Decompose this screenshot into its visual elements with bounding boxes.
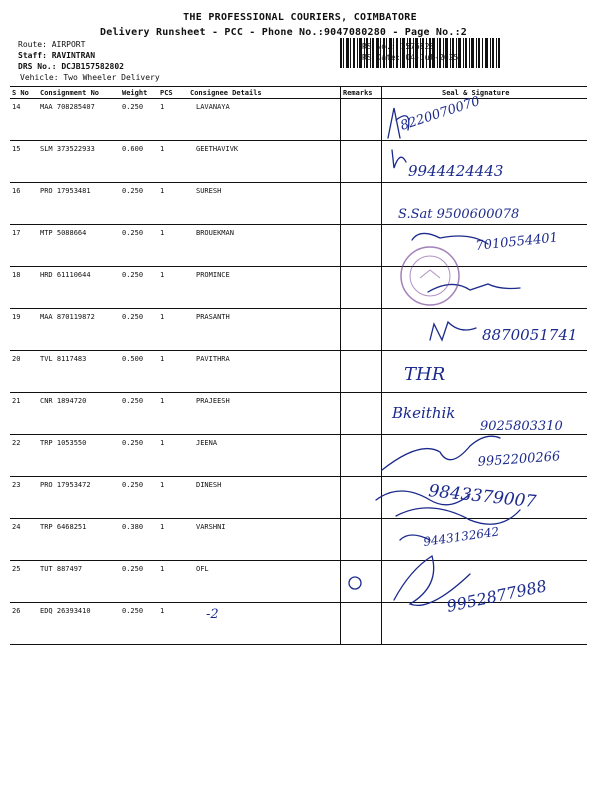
drs-value: DCJB157582802 xyxy=(61,62,124,71)
runsheet-subtitle: Delivery Runsheet - PCC - Phone No.:9047080280 - Page No.:2 xyxy=(100,27,468,38)
cell-consignee xyxy=(188,351,341,393)
cell-consignment xyxy=(38,351,120,393)
cell-weight-text: 0.250 xyxy=(122,187,144,195)
cell-consignee-text: SURESH xyxy=(196,187,222,195)
cell-remarks xyxy=(341,477,382,519)
cell-pcs-text: 1 xyxy=(160,313,165,321)
handwritten-phone-23: 9952200266 xyxy=(477,449,561,470)
cell-weight-text: 0.250 xyxy=(122,313,144,321)
cell-sno-text: 19 xyxy=(12,313,21,321)
cell-consignment xyxy=(38,267,120,309)
cell-consignment-text: MAA 708285407 xyxy=(40,103,95,111)
cell-pcs xyxy=(158,267,188,309)
cell-pcs xyxy=(158,309,188,351)
cell-consignment-text: TRP 6468251 xyxy=(40,523,87,531)
cell-sno-text: 14 xyxy=(12,103,21,111)
cell-consignee-text: JEENA xyxy=(196,439,218,447)
cell-weight xyxy=(120,393,158,435)
cell-consignee xyxy=(188,99,341,141)
cell-weight xyxy=(120,99,158,141)
cell-consignment xyxy=(38,225,120,267)
cell-consignment-text: MAA 870119872 xyxy=(40,313,95,321)
cell-consignee-text: BROUEKMAN xyxy=(196,229,234,237)
cell-weight-text: 0.250 xyxy=(122,229,144,237)
cell-consignment xyxy=(38,519,120,561)
cell-weight-text: 0.250 xyxy=(122,397,144,405)
vehicle-label: Vehicle: Two Wheeler Delivery xyxy=(20,73,160,82)
cell-pcs xyxy=(158,393,188,435)
col-header-consignment: Consignment No xyxy=(38,87,120,99)
cell-pcs-text: 1 xyxy=(160,145,165,153)
cell-consignment xyxy=(38,393,120,435)
cell-consignment-text: MTP 5088664 xyxy=(40,229,87,237)
col-header-weight: Weight xyxy=(120,87,158,99)
cell-sno-text: 24 xyxy=(12,523,21,531)
handwritten-phone-16: S.Sat 9500600078 xyxy=(398,207,520,222)
cell-consignee-text: PRASANTH xyxy=(196,313,230,321)
cell-consignment xyxy=(38,309,120,351)
cell-pcs xyxy=(158,183,188,225)
cell-consignee-text: GEETHAVIVK xyxy=(196,145,239,153)
cell-consignment xyxy=(38,603,120,645)
cell-weight-text: 0.250 xyxy=(122,481,144,489)
cell-sno xyxy=(10,561,38,603)
cell-sno xyxy=(10,393,38,435)
handwritten-phone-24: 9443132642 xyxy=(422,524,501,549)
cell-consignment-text: HRD 61110644 xyxy=(40,271,91,279)
cell-signature xyxy=(382,519,588,561)
cell-consignee-text: DINESH xyxy=(196,481,222,489)
cell-consignment-text: EDQ 26393410 xyxy=(40,607,91,615)
cell-consignee-text: PRAJEESH xyxy=(196,397,230,405)
cell-consignment-text: PRO 17953472 xyxy=(40,481,91,489)
cell-weight xyxy=(120,309,158,351)
cell-signature xyxy=(382,183,588,225)
cell-pcs-text: 1 xyxy=(160,439,165,447)
handwritten-phone-17: 7010554401 xyxy=(474,230,559,254)
cell-signature xyxy=(382,141,588,183)
table-row xyxy=(10,351,587,393)
cell-remarks xyxy=(341,99,382,141)
courier-stamp xyxy=(398,244,462,308)
cell-remarks xyxy=(341,351,382,393)
cell-weight xyxy=(120,519,158,561)
cell-sno-text: 15 xyxy=(12,145,21,153)
handwritten-name-21: Bkeithik xyxy=(392,404,456,422)
cell-sno xyxy=(10,99,38,141)
cell-weight xyxy=(120,141,158,183)
cell-remarks xyxy=(341,435,382,477)
cell-pcs xyxy=(158,141,188,183)
cell-pcs-text: 1 xyxy=(160,103,165,111)
cell-consignee xyxy=(188,141,341,183)
cell-pcs-text: 1 xyxy=(160,523,165,531)
cell-pcs-text: 1 xyxy=(160,481,165,489)
cell-pcs xyxy=(158,519,188,561)
cell-sno-text: 23 xyxy=(12,481,21,489)
cell-signature xyxy=(382,351,588,393)
cell-weight-text: 0.380 xyxy=(122,523,144,531)
cell-pcs-text: 1 xyxy=(160,565,165,573)
route-label: Route: AIRPORT xyxy=(18,40,86,49)
cell-weight-text: 0.250 xyxy=(122,103,144,111)
cell-weight xyxy=(120,435,158,477)
handwritten-initials-20: THR xyxy=(404,364,446,385)
cell-sno xyxy=(10,351,38,393)
cell-sno-text: 22 xyxy=(12,439,21,447)
cell-sno xyxy=(10,183,38,225)
cell-sno xyxy=(10,225,38,267)
cell-pcs-text: 1 xyxy=(160,271,165,279)
cell-weight-text: 0.250 xyxy=(122,565,144,573)
cell-sno xyxy=(10,435,38,477)
cell-consignee xyxy=(188,561,341,603)
cell-pcs xyxy=(158,225,188,267)
col-header-consignee: Consignee Details xyxy=(188,87,341,99)
cell-consignee xyxy=(188,309,341,351)
cell-consignee xyxy=(188,393,341,435)
table-header-row xyxy=(10,87,587,99)
cell-consignee xyxy=(188,435,341,477)
cell-sno-text: 17 xyxy=(12,229,21,237)
cell-consignment-text: SLM 373522933 xyxy=(40,145,95,153)
table-row xyxy=(10,141,587,183)
col-header-pcs: PCS xyxy=(158,87,188,99)
table-row xyxy=(10,519,587,561)
cell-sno xyxy=(10,519,38,561)
cell-pcs-text: 1 xyxy=(160,187,165,195)
cell-consignment xyxy=(38,183,120,225)
cell-weight xyxy=(120,561,158,603)
cell-pcs-text: 1 xyxy=(160,355,165,363)
cell-remarks xyxy=(341,183,382,225)
cell-consignment xyxy=(38,99,120,141)
cell-weight-text: 0.250 xyxy=(122,439,144,447)
cell-weight xyxy=(120,183,158,225)
cell-weight xyxy=(120,477,158,519)
cell-sno xyxy=(10,267,38,309)
cell-sno-text: 25 xyxy=(12,565,21,573)
cell-weight-text: 0.500 xyxy=(122,355,144,363)
cell-remarks xyxy=(341,141,382,183)
cell-consignee xyxy=(188,603,341,645)
cell-consignment xyxy=(38,477,120,519)
cell-signature xyxy=(382,309,588,351)
cell-sno-text: 20 xyxy=(12,355,21,363)
cell-weight xyxy=(120,603,158,645)
cell-consignee xyxy=(188,477,341,519)
cell-pcs xyxy=(158,351,188,393)
rs-number: RS No.: 1575828 xyxy=(362,42,435,51)
cell-weight xyxy=(120,267,158,309)
cell-consignee xyxy=(188,519,341,561)
cell-pcs xyxy=(158,435,188,477)
cell-weight-text: 0.600 xyxy=(122,145,144,153)
cell-consignee xyxy=(188,225,341,267)
cell-sno xyxy=(10,309,38,351)
handwritten-phone-19: 8870051741 xyxy=(482,326,578,344)
cell-sno-text: 26 xyxy=(12,607,21,615)
table-row xyxy=(10,99,587,141)
cell-consignee-text: LAVANAYA xyxy=(196,103,230,111)
cell-consignment-text: TRP 1053550 xyxy=(40,439,87,447)
table-row xyxy=(10,309,587,351)
rs-date: RS Date: 04-Jul-2025 xyxy=(362,53,459,62)
cell-remarks xyxy=(341,603,382,645)
cell-signature xyxy=(382,393,588,435)
staff-label: Staff: RAVINTRAN xyxy=(18,51,96,60)
cell-consignment-text: TUT 887497 xyxy=(40,565,83,573)
runsheet-table xyxy=(10,86,587,645)
company-title: THE PROFESSIONAL COURIERS, COIMBATORE xyxy=(183,12,417,23)
cell-consignment-text: PRO 17953481 xyxy=(40,187,91,195)
cell-weight xyxy=(120,351,158,393)
table-row xyxy=(10,477,587,519)
handwritten-phone-22: 9025803310 xyxy=(480,419,563,434)
cell-remarks xyxy=(341,519,382,561)
cell-sno xyxy=(10,477,38,519)
col-header-sno: S No xyxy=(10,87,38,99)
table-row xyxy=(10,393,587,435)
cell-pcs xyxy=(158,477,188,519)
cell-pcs-text: 1 xyxy=(160,397,165,405)
handwritten-phone-25: 9952877988 xyxy=(444,576,549,616)
col-header-remarks: Remarks xyxy=(341,87,382,99)
handwritten-mark-26: -2 xyxy=(206,607,219,622)
cell-consignee-text: VARSHNI xyxy=(196,523,226,531)
cell-remarks xyxy=(341,225,382,267)
cell-remarks xyxy=(341,267,382,309)
cell-weight-text: 0.250 xyxy=(122,607,144,615)
cell-remarks xyxy=(341,561,382,603)
cell-consignee-text: OFL xyxy=(196,565,209,573)
cell-pcs xyxy=(158,603,188,645)
cell-signature xyxy=(382,603,588,645)
cell-consignment-text: CNR 1894720 xyxy=(40,397,87,405)
cell-sno-text: 21 xyxy=(12,397,21,405)
handwritten-phone-15: 9944424443 xyxy=(408,162,504,180)
cell-pcs-text: 1 xyxy=(160,229,165,237)
cell-consignment xyxy=(38,561,120,603)
cell-consignee xyxy=(188,267,341,309)
cell-signature xyxy=(382,99,588,141)
cell-consignment-text: TVL 8117483 xyxy=(40,355,87,363)
table-row xyxy=(10,561,587,603)
handwritten-phone-14: 8220070070 xyxy=(398,93,482,134)
handwritten-phone-23b: 9843379007 xyxy=(427,481,538,513)
cell-signature xyxy=(382,561,588,603)
cell-pcs-text: 1 xyxy=(160,607,165,615)
table-row xyxy=(10,603,587,645)
cell-sno-text: 16 xyxy=(12,187,21,195)
cell-consignee-text: PROMINCE xyxy=(196,271,230,279)
cell-consignee xyxy=(188,183,341,225)
cell-sno-text: 18 xyxy=(12,271,21,279)
table-row xyxy=(10,435,587,477)
cell-sno xyxy=(10,141,38,183)
drs-number xyxy=(18,62,124,71)
cell-pcs xyxy=(158,561,188,603)
cell-signature xyxy=(382,477,588,519)
cell-consignment xyxy=(38,435,120,477)
cell-consignee-text: PAVITHRA xyxy=(196,355,230,363)
cell-remarks xyxy=(341,309,382,351)
cell-pcs xyxy=(158,99,188,141)
col-header-signature: Seal & Signature xyxy=(382,87,588,99)
cell-weight-text: 0.250 xyxy=(122,271,144,279)
drs-label: DRS No.: xyxy=(18,62,57,71)
table-row xyxy=(10,183,587,225)
cell-weight xyxy=(120,225,158,267)
table-row xyxy=(10,267,587,309)
cell-signature xyxy=(382,435,588,477)
cell-sno xyxy=(10,603,38,645)
cell-consignment xyxy=(38,141,120,183)
cell-remarks xyxy=(341,393,382,435)
table-row xyxy=(10,225,587,267)
